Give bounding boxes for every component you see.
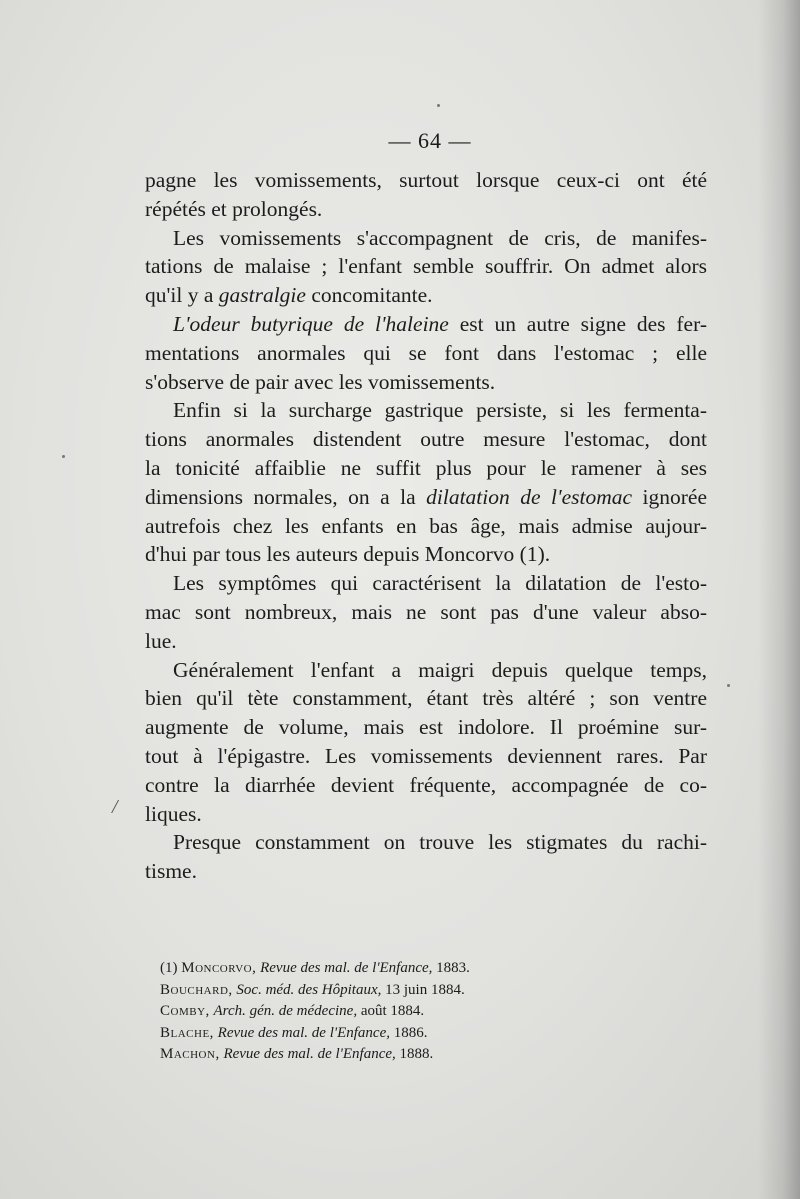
footnote-author: Machon,: [160, 1046, 220, 1063]
footnote-work: Revue des mal. de l'Enfance,: [217, 1024, 390, 1041]
page-gutter-shadow: [758, 0, 800, 1199]
text-line: Presque constamment on trouve les stigmates du rachi-: [173, 830, 707, 855]
footnote-work: Arch. gén. de médecine,: [213, 1003, 358, 1020]
footnote-date: 13 juin 1884.: [385, 981, 465, 998]
footnote-date: 1886.: [393, 1024, 428, 1041]
text-line: qu'il y a gastralgie concomitante.: [145, 283, 433, 308]
text-line: lue.: [145, 628, 177, 653]
footnote-date: 1888.: [399, 1046, 434, 1063]
text-line: la tonicité affaiblie ne suffit plus pour le ramener à ses: [145, 455, 707, 480]
text-line: L'odeur butyrique de l'haleine est un autre signe des fer-: [173, 311, 707, 336]
paper-speck: [62, 455, 65, 458]
footnote: [160, 958, 580, 980]
text-line: mac sont nombreux, mais ne sont pas d'une valeur abso-: [145, 599, 707, 624]
text-line: augmente de volume, mais est indolore. Il proémine sur-: [145, 715, 707, 740]
footnote-work: Revue des mal. de l'Enfance,: [223, 1046, 396, 1063]
footnote: [160, 980, 580, 1002]
text-line: répétés et prolongés.: [145, 196, 323, 221]
footnote-author: Blache,: [160, 1024, 214, 1041]
text-line: contre la diarrhée devient fréquente, accompagnée de co-: [145, 772, 707, 797]
text-line: tout à l'épigastre. Les vomissements deviennent rares. Par: [145, 743, 707, 768]
margin-pencil-mark: /: [112, 796, 118, 818]
footnote-date: 1883.: [436, 960, 470, 976]
footnote: [160, 1023, 580, 1045]
text-line: liques.: [145, 801, 202, 826]
text-line: d'hui par tous les auteurs depuis Moncorvo (1).: [145, 542, 551, 567]
paper-speck: [727, 684, 730, 687]
text-line: Enfin si la surcharge gastrique persiste, si les fermenta-: [173, 398, 707, 423]
text-line: s'observe de pair avec les vomissements.: [145, 369, 496, 394]
footnotes: [160, 958, 580, 1066]
footnote-work: Soc. méd. des Hôpitaux,: [236, 981, 382, 998]
footnote-author: Comby,: [160, 1003, 210, 1020]
footnote: [160, 1001, 580, 1023]
text-line: mentations anormales qui se font dans l'estomac ; elle: [145, 340, 707, 365]
text-line: tisme.: [145, 859, 197, 884]
footnote-author: Bouchard,: [160, 981, 233, 998]
text-line: dimensions normales, on a la dilatation de l'estomac ignorée: [145, 484, 707, 509]
text-line: bien qu'il tète constamment, étant très altéré ; son ventre: [145, 686, 707, 711]
page-number: — 64 —: [388, 128, 472, 153]
text-line: pagne les vomissements, surtout lorsque ceux-ci ont été: [145, 168, 707, 192]
body-text: [145, 166, 707, 886]
text-line: tions anormales distendent outre mesure l'estomac, dont: [145, 427, 707, 452]
footnote-marker: (1): [160, 960, 178, 976]
footnote: [160, 1044, 580, 1066]
text-line: Les vomissements s'accompagnent de cris, de manifes-: [173, 225, 707, 250]
text-line: Les symptômes qui caractérisent la dilatation de l'esto-: [173, 571, 707, 596]
footnote-date: août 1884.: [360, 1003, 425, 1020]
text-line: Généralement l'enfant a maigri depuis quelque temps,: [173, 657, 707, 682]
footnote-author: Moncorvo,: [181, 960, 257, 976]
footnote-work: Revue des mal. de l'Enfance,: [260, 960, 433, 976]
text-line: autrefois chez les enfants en bas âge, mais admise aujour-: [145, 513, 707, 538]
text-line: tations de malaise ; l'enfant semble souffrir. On admet alors: [145, 254, 707, 279]
paper-speck: [437, 104, 440, 107]
